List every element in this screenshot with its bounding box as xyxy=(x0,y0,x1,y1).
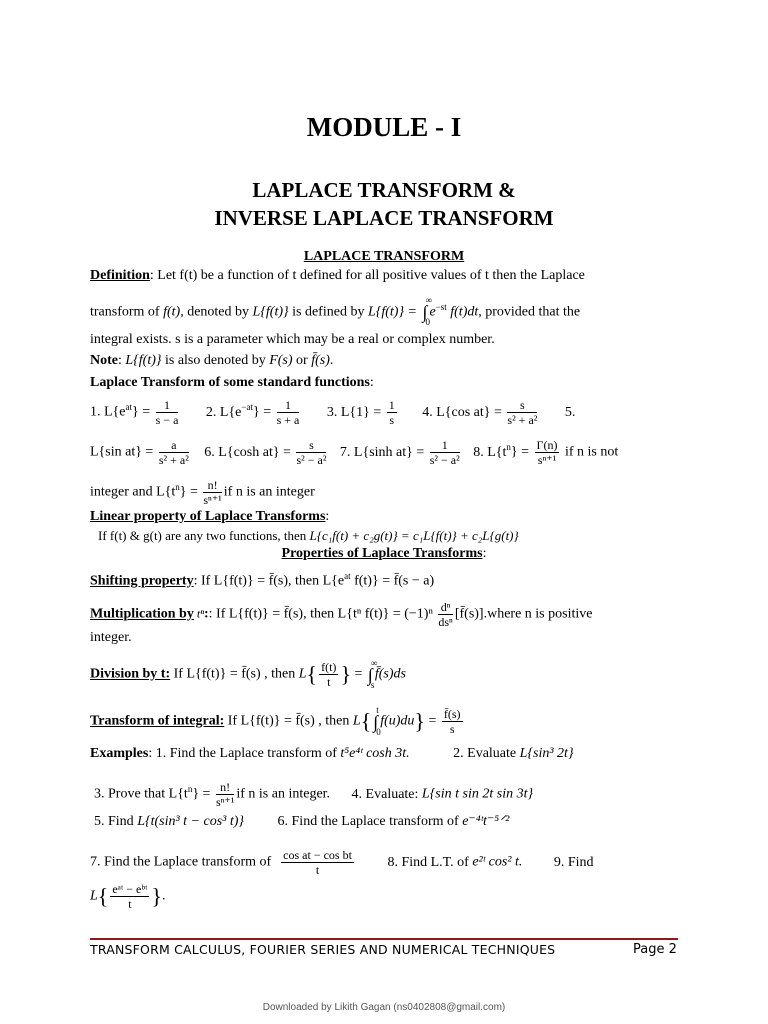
math-expression: L xyxy=(298,666,307,682)
math-expression: e⁻⁴ᵗt⁻⁵ᐟ² xyxy=(462,814,510,829)
fraction-numerator: 1 xyxy=(430,438,460,453)
fraction-numerator: s xyxy=(507,398,537,413)
definition-line3: integral exists. s is a parameter which may be a real or complex number. xyxy=(90,332,495,347)
integral-upper-limit: ∞ xyxy=(370,657,378,668)
formula-text: if n is not xyxy=(561,444,619,460)
fraction-denominator: s + a xyxy=(276,413,300,427)
transform-integral-property: Transform of integral: If L{f(t)} = f̄(s) , then L{ ∫ t 0 f(u)du} = $\frac{f̄(s)}{s}$ xyxy=(90,707,678,736)
integral-upper-limit: ∞ xyxy=(425,295,432,306)
definition-text: , provided that the xyxy=(478,304,581,320)
fraction xyxy=(438,600,452,629)
math-superscript: −st xyxy=(435,302,447,312)
math-expression: } = xyxy=(192,786,214,802)
formula-8: 8. L{t xyxy=(473,444,507,460)
fraction-denominator: t xyxy=(315,863,320,877)
fraction xyxy=(281,848,354,877)
fraction-denominator: sⁿ⁺¹ xyxy=(215,795,235,809)
example-4: 4. Evaluate: xyxy=(351,786,422,802)
definition-text: , denoted by xyxy=(180,304,253,320)
math-superscript: n xyxy=(175,482,180,493)
note-text: or xyxy=(292,353,312,368)
example-8: 8. Find L.T. of xyxy=(387,854,473,870)
fraction-numerator: n! xyxy=(216,780,234,795)
math-superscript: n xyxy=(187,784,193,795)
fraction-numerator: Γ(n) xyxy=(536,438,558,452)
definition-line1 xyxy=(90,267,678,285)
math-expression: L xyxy=(90,888,98,904)
example-1: : 1. Find the Laplace transform of xyxy=(148,746,341,761)
multiplication-property: Multiplication by tⁿ:: If L{f(t)} = f̄(s), then L{tⁿ f(t)} = (−1)ⁿ $\frac{\text{dⁿ}}{\text{dsⁿ}}$ [f̄(s)].where n is positive xyxy=(90,600,593,629)
fraction xyxy=(216,780,234,809)
fraction-denominator: s² + a² xyxy=(158,453,189,467)
property-text: f(t)} = f̄(s − a) xyxy=(350,573,435,589)
integral-lower-limit: s xyxy=(370,679,375,690)
formula-6: 6. L{cosh at} = xyxy=(204,444,295,460)
math-expression: tⁿ xyxy=(193,606,204,621)
example-2: 2. Evaluate xyxy=(453,746,520,761)
heading-text: Properties of Laplace Transforms xyxy=(281,546,483,561)
note-label: Note xyxy=(90,353,118,368)
formula-9: integer and L{t xyxy=(90,484,176,500)
definition-text: is defined by xyxy=(288,304,368,320)
footer-divider xyxy=(90,938,678,940)
examples-line4 xyxy=(90,848,678,877)
example-5: 5. Find xyxy=(94,814,138,829)
formula-text: if n is an integer xyxy=(223,484,315,500)
math-superscript: at xyxy=(344,571,351,581)
property-text: : If L{f(t)} = f̄(s), then L{tⁿ f(t)} = (−1)ⁿ xyxy=(208,606,437,622)
math-expression: = xyxy=(351,666,366,682)
formula-5-number: 5. xyxy=(564,404,576,420)
fraction-numerator: eᵃᵗ − eᵇᵗ xyxy=(112,882,148,896)
fraction-denominator: t xyxy=(327,675,331,689)
fraction xyxy=(277,398,300,427)
fraction-denominator: s xyxy=(389,413,395,427)
examples-line3 xyxy=(94,813,678,831)
math-expression: t⁵e⁴ᵗ cosh 3t. xyxy=(340,746,410,761)
fraction-denominator: s xyxy=(449,722,455,736)
heading-text: Laplace Transform of some standard functions xyxy=(90,375,370,390)
math-expression: L{sin t sin 2t sin 3t} xyxy=(421,786,534,802)
math-expression: f̄(s) xyxy=(311,353,330,368)
linear-text: If f(t) & g(t) are any two functions, then xyxy=(98,528,310,543)
fraction xyxy=(442,707,463,736)
fraction xyxy=(203,478,221,507)
math-expression: L{t(sin³ t − cos³ t)} xyxy=(137,814,245,829)
division-property: Division by t: If L{f(t)} = f̄(s) , then L{ $\frac{f(t)}{t}$ } = ∫ ∞ s f̄(s)ds xyxy=(90,660,678,689)
fraction-numerator: s xyxy=(296,438,326,453)
definition-text: transform of xyxy=(90,304,164,320)
example-text: if n is an integer. xyxy=(236,786,331,802)
math-expression: } = xyxy=(179,484,202,500)
fraction-denominator: s² − a² xyxy=(429,453,460,467)
definition-line2 xyxy=(90,295,678,328)
math-expression: f(t)dt xyxy=(446,304,479,320)
definition-text: : Let f(t) be a function of t defined for all positive values of t then the Laplace xyxy=(149,268,585,283)
fraction-numerator: 1 xyxy=(156,398,179,413)
math-expression: L{f(t)} xyxy=(252,304,289,320)
math-expression: e²ᵗ cos² t. xyxy=(472,854,523,870)
formula-2: 2. L{e xyxy=(205,404,242,420)
definition-label: Definition xyxy=(90,268,150,283)
fraction-denominator: t xyxy=(128,897,132,911)
examples-line5: L{ $\frac{\text{eᵃᵗ − eᵇᵗ}}{t}$ }. xyxy=(90,882,166,911)
math-expression: f(u)du xyxy=(380,713,415,729)
heading-colon: : xyxy=(482,546,487,561)
math-expression: L{f(t)} = xyxy=(367,304,421,320)
heading-colon: : xyxy=(325,509,330,524)
examples-line2 xyxy=(94,780,678,809)
fraction-numerator: a xyxy=(159,438,189,453)
math-expression: } = xyxy=(252,404,275,420)
formula-1: 1. L{e xyxy=(90,404,126,420)
math-expression: } = xyxy=(132,404,154,420)
example-text: . xyxy=(161,888,166,904)
module-title: MODULE - I xyxy=(306,112,462,142)
integral-sign: ∫ ∞ 0 xyxy=(423,303,428,321)
footer-course-title: TRANSFORM CALCULUS, FOURIER SERIES AND NUMERICAL TECHNIQUES xyxy=(90,942,556,957)
math-superscript: n xyxy=(506,442,511,453)
note-line xyxy=(90,352,678,370)
math-superscript: −at xyxy=(241,402,253,413)
multiplication-property-line2: integer. xyxy=(90,630,132,645)
integral-upper-limit: t xyxy=(376,704,379,715)
formula-7: 7. L{sinh at} = xyxy=(339,444,428,460)
fraction-denominator: s² + a² xyxy=(507,413,538,427)
fraction xyxy=(296,438,326,467)
standard-functions-row3 xyxy=(90,478,678,507)
formula-3: 3. L{1} = xyxy=(326,404,385,420)
integral-lower-limit: 0 xyxy=(376,726,381,737)
property-label: Transform of integral: xyxy=(90,713,225,729)
property-label: Multiplication by xyxy=(90,606,194,622)
examples-label: Examples xyxy=(90,746,149,761)
main-title-line1: LAPLACE TRANSFORM & xyxy=(252,178,516,202)
fraction-numerator: f(t) xyxy=(321,660,337,674)
fraction-numerator: 1 xyxy=(277,398,300,413)
fraction xyxy=(535,438,560,467)
property-text: [f̄(s)].where n is positive xyxy=(454,606,593,622)
linear-property-text xyxy=(98,527,678,545)
fraction xyxy=(319,660,338,689)
math-superscript: at xyxy=(125,402,132,413)
property-text: If L{f(t)} = f̄(s) , then xyxy=(224,713,353,729)
math-expression: L{f(t)} xyxy=(125,353,162,368)
note-text: : xyxy=(118,353,126,368)
properties-heading xyxy=(0,546,768,562)
note-text: is also denoted by xyxy=(161,353,270,368)
fraction-numerator: cos at − cos bt xyxy=(283,848,352,862)
fraction-denominator: s − a xyxy=(155,413,179,427)
shifting-property xyxy=(90,567,678,591)
note-text: . xyxy=(329,353,334,368)
fraction xyxy=(507,398,537,427)
integral-sign: ∫ ∞ s xyxy=(368,666,373,684)
examples-line1 xyxy=(90,745,678,763)
fraction-numerator: 1 xyxy=(388,398,395,412)
fraction xyxy=(156,398,179,427)
fraction-denominator: sⁿ⁺¹ xyxy=(203,493,222,507)
fraction-denominator: dsⁿ xyxy=(438,615,453,629)
linear-property-heading xyxy=(90,508,678,526)
property-text: If L{f(t)} = f̄(s) , then xyxy=(170,666,299,682)
fraction-denominator: sⁿ⁺¹ xyxy=(537,453,557,467)
integral-sign: ∫ t 0 xyxy=(373,713,378,731)
main-title-line2: INVERSE LAPLACE TRANSFORM xyxy=(214,206,554,230)
property-label: Division by t: xyxy=(90,666,171,682)
standard-functions-heading xyxy=(90,374,678,392)
math-expression: L{c₁f(t) + c₂g(t)} = c₁L{f(t)} + c₂L{g(t)} xyxy=(309,528,519,543)
standard-functions-row1 xyxy=(90,398,678,427)
formula-4: 4. L{cos at} = xyxy=(422,404,506,420)
fraction-numerator: dⁿ xyxy=(438,600,452,615)
math-expression: L xyxy=(352,713,361,729)
download-attribution: Downloaded by Likith Gagan (ns0402808@gmail.com) xyxy=(262,1002,506,1013)
heading-text: Linear property of Laplace Transforms xyxy=(90,509,326,524)
page-number: Page 2 xyxy=(633,942,677,957)
fraction xyxy=(159,438,189,467)
formula-5: L{sin at} = xyxy=(90,444,157,460)
math-expression: f(t) xyxy=(163,304,181,320)
property-label: Shifting property xyxy=(90,573,194,589)
math-expression: } = xyxy=(510,444,533,460)
example-3: 3. Prove that L{t xyxy=(94,786,188,802)
fraction xyxy=(430,438,460,467)
example-6: 6. Find the Laplace transform of xyxy=(277,814,463,829)
heading-colon: : xyxy=(369,375,374,390)
fraction-numerator: n! xyxy=(203,478,221,493)
fraction xyxy=(387,398,397,427)
math-expression: = xyxy=(424,713,440,729)
math-expression: L{sin³ 2t} xyxy=(519,746,574,761)
math-expression: F(s) xyxy=(269,353,293,368)
fraction-numerator: f̄(s) xyxy=(443,707,461,721)
standard-functions-row2 xyxy=(90,438,678,467)
fraction xyxy=(110,882,149,911)
section-heading: LAPLACE TRANSFORM xyxy=(303,249,465,264)
fraction-denominator: s² − a² xyxy=(296,453,327,467)
math-expression: e xyxy=(429,304,436,320)
property-text: : If L{f(t)} = f̄(s), then L{e xyxy=(193,573,345,589)
example-7: 7. Find the Laplace transform of xyxy=(90,854,272,870)
math-expression: f̄(s)ds xyxy=(374,666,406,682)
example-9: 9. Find xyxy=(553,854,594,870)
integral-lower-limit: 0 xyxy=(425,317,430,328)
